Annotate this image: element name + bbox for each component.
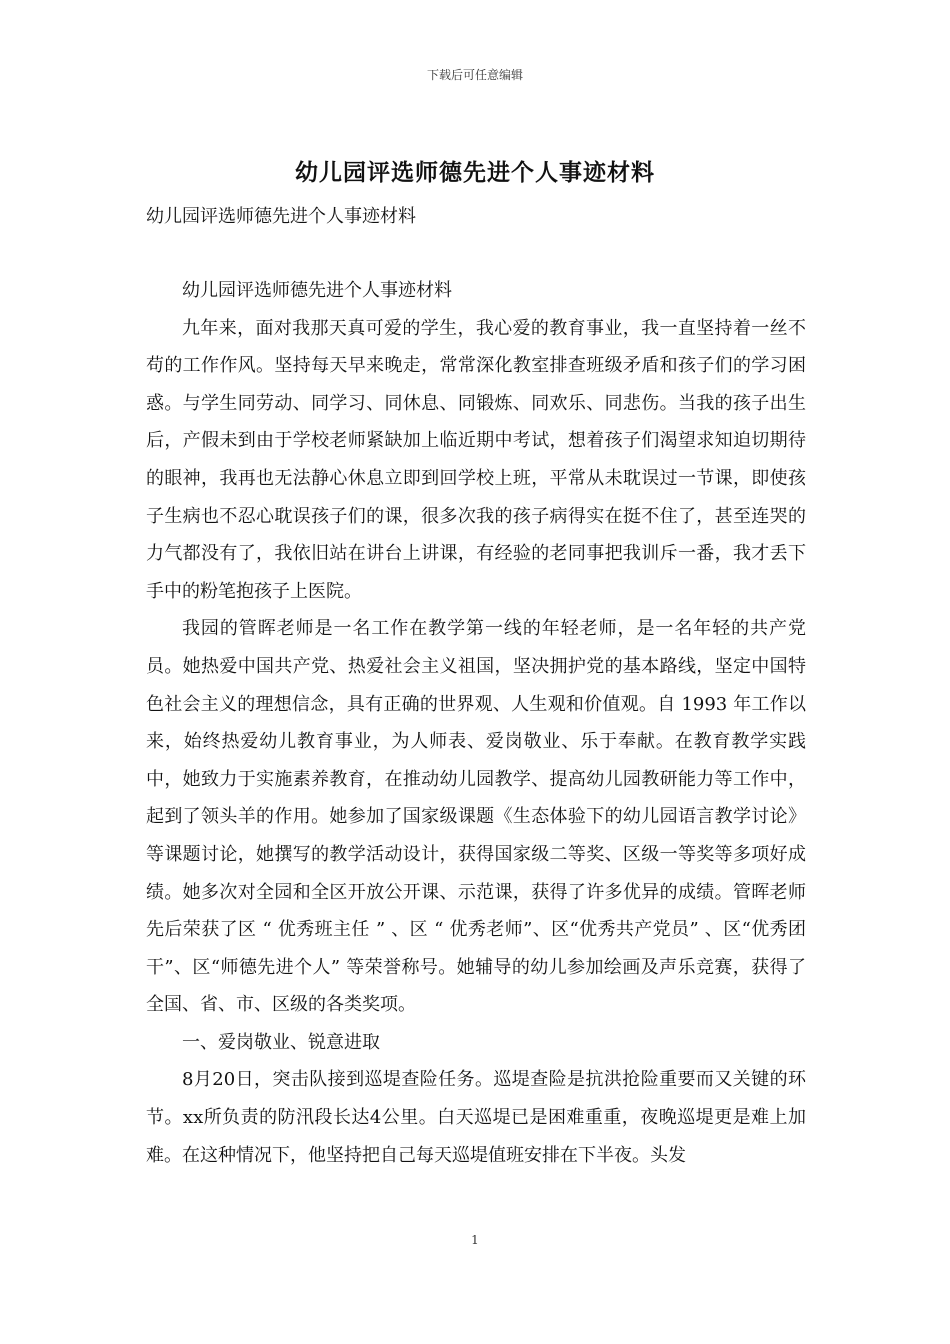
page-number: 1 <box>471 1233 479 1247</box>
paragraph: 九年来，面对我那天真可爱的学生，我心爱的教育事业，我一直坚持着一丝不苟的工作作风。坚持每天早来晚走，常常深化教室排查班级矛盾和孩子们的学习困惑。与学生同劳动、同学习、同休息、同锻炼、同欢乐、同悲伤。当我的孩子出生后，产假未到由于学校老师紧缺加上临近期中考试，想着孩子们渴望求知迫切期待的眼神，我再也无法静心休息立即到回学校上班，平常从未耽误过一节课，即使孩子生病也不忍心耽误孩子们的课，很多次我的孩子病得实在挺不住了，甚至连哭的力气都没有了，我依旧站在讲台上讲课，有经验的老同事把我训斥一番，我才丢下手中的粉笔抱孩子上医院。 <box>146 317 806 602</box>
paragraph: 我园的管晖老师是一名工作在教学第一线的年轻老师，是一名年轻的共产党员。她热爱中国共产党、热爱社会主义祖国，坚决拥护党的基本路线，坚定中国特色社会主义的理想信念，具有正确的世界观、人生观和价值观。自 1993 年工作以来，始终热爱幼儿教育事业，为人师表、爱岗敬业、乐于奉献。在教育教学实践中，她致力于实施素养教育，在推动幼儿园教学、提高幼儿园教研能力等工作中，起到了领头羊的作用。她参加了国家级课题《生态体验下的幼儿园语言教学讨论》等课题讨论，她撰写的教学活动设计，获得国家级二等奖、区级一等奖等多项好成绩。她多次对全园和全区开放公开课、示范课，获得了许多优异的成绩。管晖老师先后荣获了区 “ 优秀班主任 ” 、区 “ 优秀老师”、区“优秀共产党员” 、区“优秀团干”、区“师德先进个人” 等荣誉称号。她辅导的幼儿参加绘画及声乐竞赛，获得了全国、省、市、区级的各类奖项。 <box>146 618 806 1016</box>
document-subtitle: 幼儿园评选师德先进个人事迹材料 <box>146 206 416 227</box>
document-body <box>146 272 806 1174</box>
document-title: 幼儿园评选师德先进个人事迹材料 <box>295 159 655 186</box>
section-heading: 一、爱岗敬业、锐意进取 <box>182 1031 380 1053</box>
page-header: 下载后可任意编辑 <box>426 68 523 82</box>
paragraph-heading: 幼儿园评选师德先进个人事迹材料 <box>182 280 452 301</box>
paragraph: 8月20日，突击队接到巡堤查险任务。巡堤查险是抗洪抢险重要而又关键的环节。xx所负责的防汛段长达4公里。白天巡堤已是困难重重，夜晚巡堤更是难上加难。在这种情况下，他坚持把自己每天巡堤值班安排在下半夜。头发 <box>146 1069 806 1166</box>
